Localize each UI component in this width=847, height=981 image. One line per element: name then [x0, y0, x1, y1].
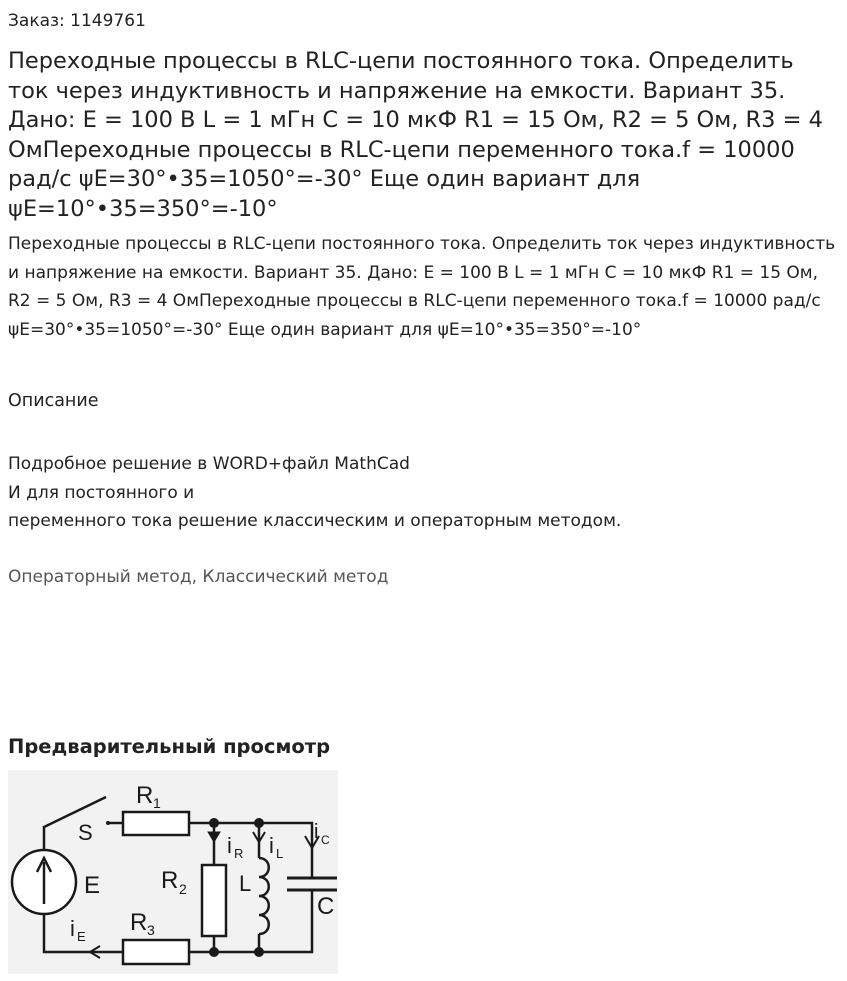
- junction-dot: [209, 947, 219, 957]
- circuit-preview-image: [8, 770, 338, 974]
- description-heading: Описание: [8, 391, 99, 411]
- label-r1: R: [136, 782, 154, 809]
- label-il-sub: L: [276, 846, 284, 861]
- switch-contact: [106, 821, 110, 825]
- description-line: переменного тока решение классическим и операторным методом.: [8, 511, 622, 532]
- current-ir-arrow: [208, 832, 220, 842]
- label-ic: i: [314, 821, 319, 843]
- label-il: i: [269, 833, 274, 858]
- description-line: Подробное решение в WORD+файл MathCad: [8, 454, 410, 474]
- order-number: Заказ: 1149761: [8, 11, 146, 31]
- label-ie-sub: E: [77, 929, 86, 944]
- label-ir: i: [227, 833, 232, 858]
- label-s: S: [78, 820, 93, 845]
- junction-dot: [209, 818, 219, 828]
- switch-s: [44, 797, 106, 850]
- label-r3: R: [130, 909, 148, 936]
- label-ir-sub: R: [234, 846, 244, 861]
- resistor-r2: [202, 865, 226, 936]
- summary-text: Переходные процессы в RLC-цепи постоянного тока. Определить ток через индуктивность и напряжение на емкости. Вариант 35. Дано: E = 100 В L = 1 мГн C = 10 мкФ R1 = 15 Ом, R2 = 5 Ом, R3 = 4 ОмПереходные процессы в RLC-цепи переменного тока.f = 10000 рад/с ψE=30°•35=1050°=-30° Еще один вариант для ψE=10°•35=350°=-10°: [8, 234, 836, 340]
- label-r2-sub: 2: [179, 881, 187, 897]
- inductor-l-icon: [259, 858, 269, 934]
- label-c: C: [317, 893, 335, 920]
- label-e: E: [84, 872, 101, 899]
- preview-heading: Предварительный просмотр: [8, 735, 331, 758]
- resistor-r3: [123, 940, 189, 964]
- label-ic-sub: C: [321, 833, 330, 847]
- junction-dot: [254, 947, 264, 957]
- label-r3-sub: 3: [147, 922, 155, 938]
- resistor-r1: [123, 812, 189, 835]
- description-body: [8, 450, 621, 536]
- label-r2: R: [161, 867, 179, 894]
- label-ie: i: [70, 916, 75, 941]
- circuit-diagram: [8, 770, 338, 974]
- page-title: Переходные процессы в RLC-цепи постоянного тока. Определить ток через индуктивность и напряжение на емкости. Вариант 35. Дано: E = 100 В L = 1 мГн C = 10 мкФ R1 = 15 Ом, R2 = 5 Ом, R3 = 4 ОмПереходные процессы в RLC-цепи переменного тока.f = 10000 рад/с ψE=30°•35=1050°=-30° Еще один вариант для ψE=10°•35=350°=-10°: [8, 48, 823, 222]
- label-l: L: [239, 871, 252, 896]
- label-r1-sub: 1: [153, 795, 161, 811]
- junction-dot: [254, 818, 264, 828]
- tags-text: Операторный метод, Классический метод: [8, 567, 389, 587]
- description-line: И для постоянного и: [8, 482, 195, 503]
